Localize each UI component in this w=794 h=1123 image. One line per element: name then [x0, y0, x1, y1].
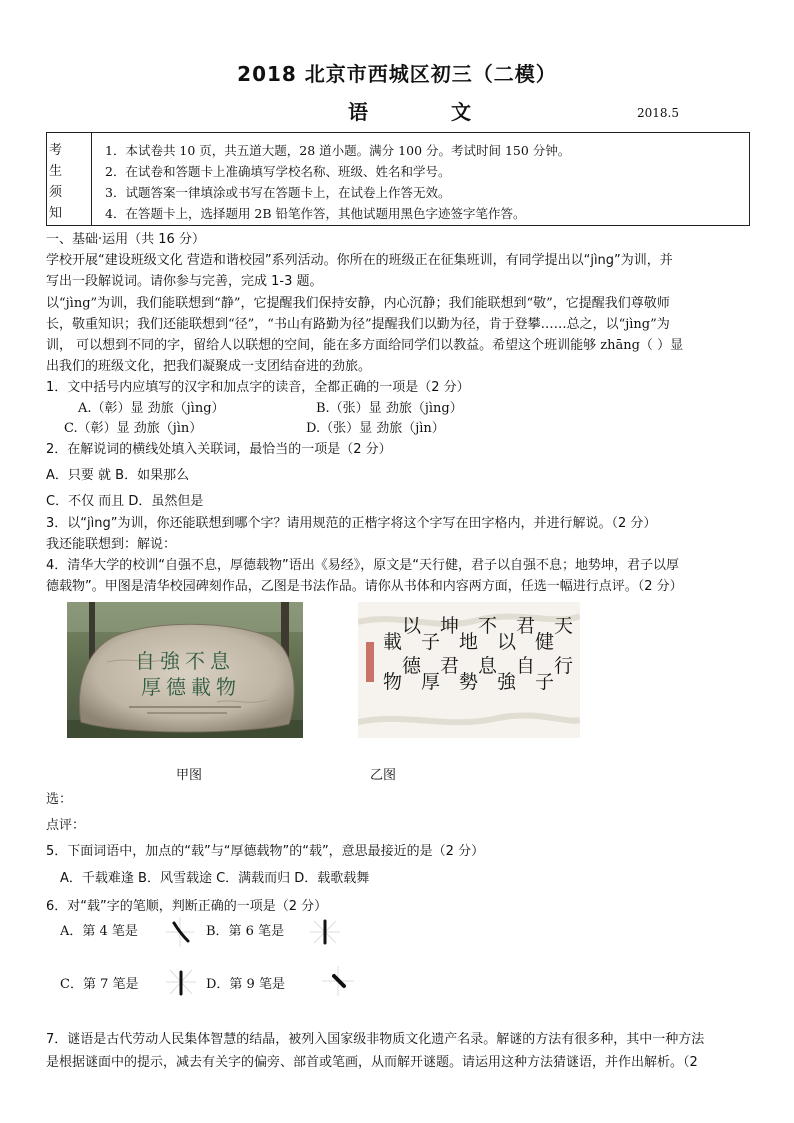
- calligraphy-col: 坤君: [440, 615, 460, 677]
- calligraphy-col: 以強: [497, 631, 517, 693]
- passage-line: 训， 可以想到不同的字，留给人以联想的空间，能在多方面给同学们以教益。希望这个班训能够 zhāng（ ）显: [46, 338, 684, 353]
- question-1-stem: 1．文中括号内应填写的汉字和加点字的读音，全都正确的一项是（2 分）: [46, 380, 470, 395]
- calligraphy-image: [358, 602, 580, 738]
- question-7-line: 是根据谜面中的提示，减去有关字的偏旁、部首或笔画，从而解开谜题。请运用这种方法猜谜语，并作出解析。（2: [46, 1055, 698, 1070]
- calligraphy-col: 子厚: [421, 631, 441, 693]
- q6-option-c: C．第 7 笔是: [60, 977, 139, 992]
- calligraphy-col: 不息: [478, 615, 498, 677]
- question-3-stem: 3．以“jìng”为训，你还能联想到哪个字？请用规范的正楷字将这个字写在田字格内，并进行解说。（2 分）: [46, 516, 657, 531]
- passage-line: 出我们的班级文化，把我们凝聚成一支团结奋进的劲旅。: [46, 359, 372, 374]
- q1-option-b: B.（张）显 劲旅（jìng）: [316, 401, 463, 416]
- notice-rule: 2．在试卷和答题卡上准确填写学校名称、班级、姓名和学号。: [105, 164, 451, 179]
- stroke-slant-icon: [166, 917, 194, 947]
- notice-label: 须: [49, 185, 63, 200]
- calligraphy-col: 君自: [516, 615, 536, 677]
- q2-options-cd: C．不仅 而且 D．虽然但是: [46, 494, 204, 509]
- intro-line: 学校开展“建设班级文化 营造和谐校园”系列活动。你所在的班级正在征集班训，有同学提出以“jìng”为训，并: [46, 253, 673, 268]
- intro-line: 写出一段解说词。请你参与完善，完成 1-3 题。: [46, 274, 323, 289]
- notice-rule: 1．本试卷共 10 页，共五道大题，28 道小题。满分 100 分。考试时间 150 分钟。: [105, 143, 571, 158]
- question-4-stem: 德载物”。甲图是清华校园碑刻作品，乙图是书法作品。请你从书体和内容两方面，任选一幅进行点评。（2 分）: [46, 579, 683, 594]
- q1-option-a: A.（彰）显 劲旅（jìng）: [78, 401, 225, 416]
- subject-heading: 语 文: [348, 100, 509, 124]
- notice-rules: [105, 140, 570, 224]
- notice-label: 知: [49, 206, 63, 221]
- calligraphy-col: 以德: [402, 615, 422, 677]
- q3-answer-line: 我还能联想到：解说：: [46, 537, 177, 552]
- exam-notice-box: [46, 132, 750, 226]
- question-4-stem: 4．清华大学的校训“自强不息，厚德载物”语出《易经》，原文是“天行健，君子以自强不息；地势坤，君子以厚: [46, 558, 679, 573]
- q1-option-d: D.（张）显 劲旅（jìn）: [306, 421, 445, 436]
- notice-rule: 4．在答题卡上，选择题用 2B 铅笔作答，其他试题用黑色字迹签字笔作答。: [105, 206, 526, 221]
- calligraphy-illustration: [358, 602, 580, 738]
- notice-label-column: [47, 133, 92, 225]
- stone-carving-image: [67, 602, 303, 738]
- notice-rule: 3．试题答案一律填涂或书写在答题卡上，在试卷上作答无效。: [105, 185, 451, 200]
- q1-option-c: C.（彰）显 劲旅（jìn）: [64, 421, 203, 436]
- stone-text-line1: 自強不息: [135, 649, 235, 673]
- choose-label: 选：: [46, 792, 73, 807]
- q6-option-d: D．第 9 笔是: [206, 977, 285, 992]
- calligraphy-col: 載物: [383, 631, 403, 693]
- notice-label: 考: [49, 143, 63, 158]
- question-2-stem: 2．在解说词的横线处填入关联词，最恰当的一项是（2 分）: [46, 442, 392, 457]
- q6-option-b: B．第 6 笔是: [206, 924, 285, 939]
- stone-carving-illustration: [67, 602, 303, 738]
- seal-mark: [366, 642, 374, 682]
- passage-line: 长，敬重知识；我们还能联想到“径”，“书山有路勤为径”提醒我们以勤为径，肯于登攀……总之，以“jìng”为: [46, 317, 670, 332]
- calligraphy-col: 地勢: [459, 631, 479, 693]
- page-title: 2018 北京市西城区初三（二模）: [237, 62, 557, 86]
- notice-label: 生: [49, 164, 63, 179]
- calligraphy-col: 天行: [554, 615, 574, 677]
- question-7-line: 7．谜语是古代劳动人民集体智慧的结晶，被列入国家级非物质文化遗产名录。解谜的方法有很多种，其中一种方法: [46, 1032, 705, 1047]
- calligraphy-col: 健子: [535, 631, 555, 693]
- stroke-vertical-icon: [310, 917, 340, 947]
- caption-jia: 甲图: [176, 768, 203, 783]
- q2-options-ab: A．只要 就 B．如果那么: [46, 468, 190, 483]
- q6-option-a: A．第 4 笔是: [60, 924, 138, 939]
- stroke-dot-icon: [322, 966, 354, 996]
- question-6-stem: 6．对“载”字的笔顺，判断正确的一项是（2 分）: [46, 899, 328, 914]
- comment-label: 点评：: [46, 818, 86, 833]
- stone-text-line2: 厚德載物: [141, 675, 241, 699]
- caption-yi: 乙图: [370, 768, 397, 783]
- exam-date: 2018.5: [637, 106, 679, 120]
- section-heading: 一、基础·运用（共 16 分）: [46, 232, 205, 247]
- stroke-vertical-icon: [166, 966, 196, 998]
- passage-line: 以“jìng”为训，我们能联想到“静”，它提醒我们保持安静，内心沉静；我们能联想到“敬”，它提醒我们尊敬师: [46, 296, 670, 311]
- question-5-stem: 5．下面词语中，加点的“载”与“厚德载物”的“载”，意思最接近的是（2 分）: [46, 844, 485, 859]
- q5-options: A．千载难逢 B．风雪载途 C．满载而归 D．载歌载舞: [60, 871, 370, 886]
